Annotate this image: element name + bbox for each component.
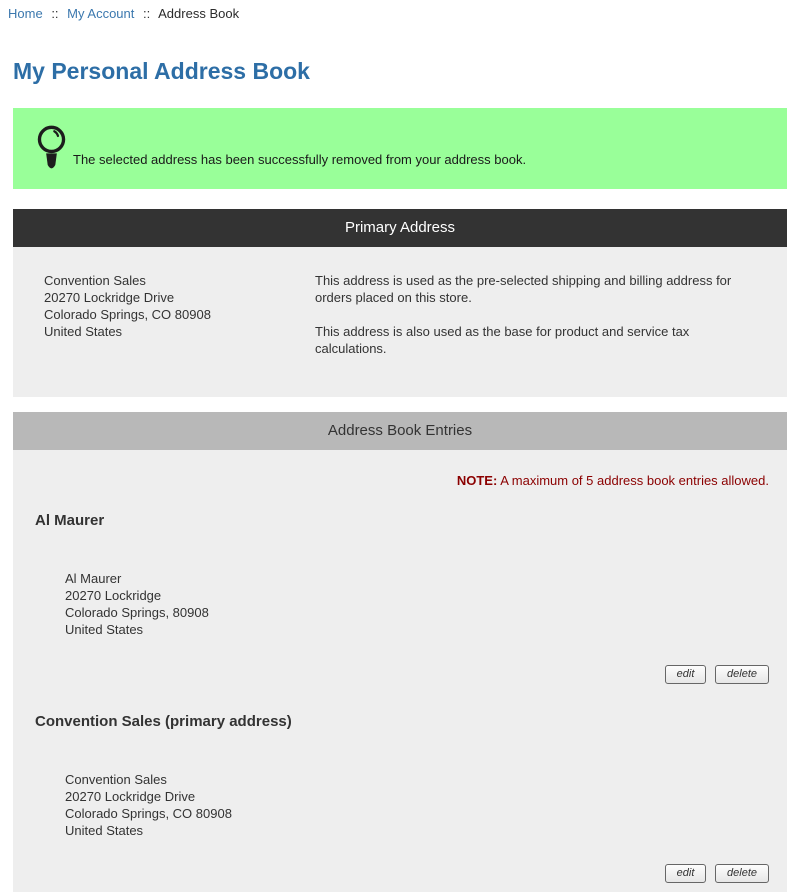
breadcrumb-current-address-book: Address Book — [158, 6, 240, 21]
primary-address-body — [13, 247, 787, 397]
note-text: A maximum of 5 address book entries allowed. — [497, 473, 769, 488]
edit-button[interactable]: edit — [665, 665, 707, 684]
address-book-entries-section — [13, 412, 787, 892]
lightbulb-icon — [37, 124, 66, 176]
primary-address-section — [13, 209, 787, 397]
address-book-entries-header: Address Book Entries — [13, 412, 787, 450]
address-line: Colorado Springs, 80908 — [65, 605, 209, 620]
address-line: Colorado Springs, CO 80908 — [65, 806, 232, 821]
entry-title-convention-sales: Convention Sales (primary address) — [35, 713, 292, 730]
address-line: United States — [65, 622, 144, 637]
entry-title-al-maurer: Al Maurer — [35, 512, 105, 529]
entry-address-block — [65, 771, 787, 839]
address-line: Colorado Springs, CO 80908 — [44, 307, 211, 322]
address-book-entries-body — [13, 450, 787, 892]
description-paragraph: This address is also used as the base for product and service tax calculations. — [315, 324, 690, 356]
breadcrumb — [0, 0, 800, 22]
address-line: Convention Sales — [44, 273, 146, 288]
address-line: United States — [65, 823, 144, 838]
description-paragraph: This address is used as the pre-selected shipping and billing address for orders placed on this store. — [315, 273, 732, 305]
address-line: 20270 Lockridge Drive — [44, 290, 175, 305]
success-message-banner — [13, 108, 787, 189]
breadcrumb-link-home[interactable]: Home — [8, 6, 43, 21]
success-message-text: The selected address has been successfully removed from your address book. — [73, 152, 527, 167]
delete-button[interactable]: delete — [715, 864, 769, 883]
edit-button[interactable]: edit — [665, 864, 707, 883]
entry-actions-row — [13, 665, 787, 684]
address-line: 20270 Lockridge — [65, 588, 162, 603]
entry-address-block — [65, 570, 787, 638]
primary-address-header: Primary Address — [13, 209, 787, 247]
address-line: United States — [44, 324, 123, 339]
note-label: NOTE: — [456, 473, 498, 488]
address-line: Al Maurer — [65, 571, 122, 586]
max-entries-note — [13, 473, 787, 489]
address-line: Convention Sales — [65, 772, 167, 787]
primary-address-block — [44, 272, 315, 397]
breadcrumb-link-my-account[interactable]: My Account — [67, 6, 135, 21]
page-title: My Personal Address Book — [13, 58, 310, 84]
delete-button[interactable]: delete — [715, 665, 769, 684]
breadcrumb-separator: :: — [51, 6, 59, 21]
breadcrumb-separator: :: — [143, 6, 151, 21]
primary-address-description — [315, 272, 742, 397]
entry-actions-row — [13, 864, 787, 883]
address-line: 20270 Lockridge Drive — [65, 789, 196, 804]
